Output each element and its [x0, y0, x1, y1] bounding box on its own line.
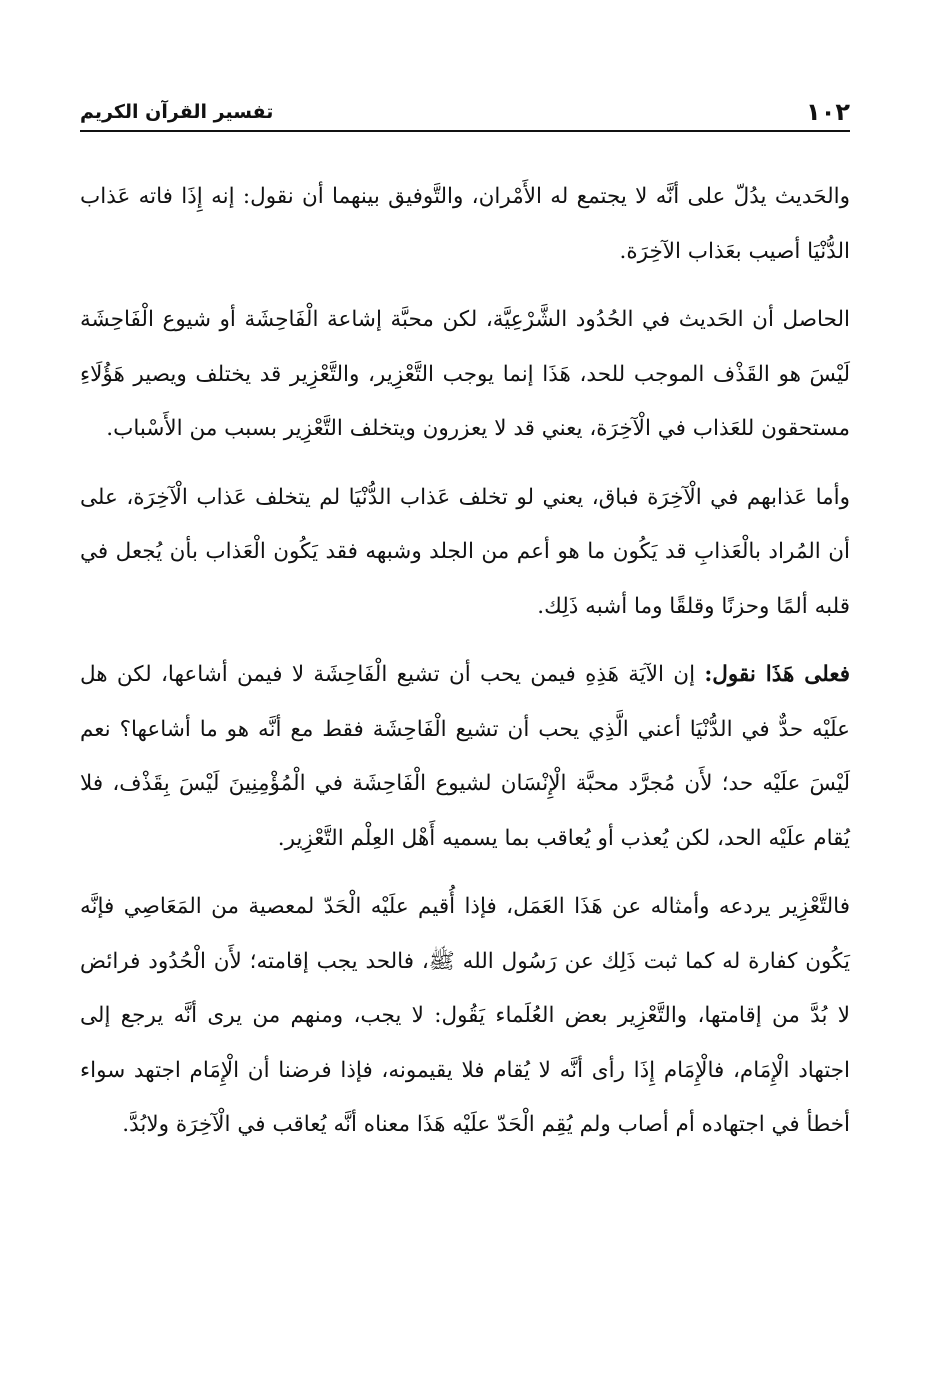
paragraph [80, 170, 850, 279]
paragraph-text: فالتَّعْزِير يردعه وأمثاله عن هَذَا العَمَل، فإذا أُقيم علَيْه الْحَدّ لمعصية من المَعَاصِي فإنَّه يَكُون كفارة له كما ثبت ذَلِك عن رَسُول الله ﷺ، فالحد يجب إقامته؛ لأَن الْحُدُود فرائض لا بُدَّ من إقامتها، والتَّعْزِير بعض العُلَماء يَقُول: لا يجب، ومنهم من يرى أنَّه يرجع إلى اجتهاد الْإِمَام، فالْإِمَام إِذَا رأى أنَّه لا يُقام فلا يقيمونه، فإذا فرضنا أن الْإِمَام اجتهد سواء أخطأ في اجتهاده أم أصاب ولم يُقِم الْحَدّ علَيْه هَذَا معناه أنَّه يُعاقب في الْآخِرَة ولابُدَّ. [80, 894, 850, 1137]
page-number: ١٠٢ [806, 98, 850, 126]
paragraph-lead: فعلى هَذَا نقول: [704, 662, 850, 687]
paragraph-text: والحَديث يدُلّ على أنَّه لا يجتمع له الأَمْران، والتَّوفيق بينهما أن نقول: إنه إِذَا فاته عَذاب الدُّنْيَا أصيب بعَذاب الآخِرَة. [80, 184, 850, 264]
paragraph [80, 880, 850, 1153]
page-body [80, 170, 850, 1167]
paragraph-text: إن الآيَة هَذِهِ فيمن يحب أن تشيع الْفَاحِشَة لا فيمن أشاعها، لكن هل علَيْه حدٌّ في الدُّنْيَا أعني الَّذِي يحب أن تشيع الْفَاحِشَة فقط مع أنَّه هو ما أشاعها؟ نعم لَيْسَ علَيْه حد؛ لأَن مُجرَّد محبَّة الْإِنْسَان لشيوع الْفَاحِشَة في الْمُؤْمِنِينَ لَيْسَ بِقَذْف، فلا يُقام علَيْه الحد، لكن يُعذب أو يُعاقب بما يسميه أَهْل العِلْم التَّعْزِير. [80, 662, 850, 851]
header-divider [80, 130, 850, 132]
paragraph-text: الحاصل أن الحَديث في الحُدُود الشَّرْعِيَّة، لكن محبَّة إشاعة الْفَاحِشَة أو شيوع الْفَاحِشَة لَيْسَ هو القَذْف الموجب للحد، هَذَا إنما يوجب التَّعْزِير، والتَّعْزِير قد يختلف ويصير هَؤُلَاءِ مستحقون للعَذاب في الْآخِرَة، يعني قد لا يعزرون ويتخلف التَّعْزِير بسبب من الأَسْباب. [80, 307, 850, 441]
paragraph [80, 471, 850, 635]
paragraph [80, 293, 850, 457]
running-title: تفسير القرآن الكريم [80, 101, 274, 123]
paragraph-text: وأما عَذابهم في الْآخِرَة فباق، يعني لو تخلف عَذاب الدُّنْيَا لم يتخلف عَذاب الْآخِرَة، على أن المُراد بالْعَذابِ قد يَكُون ما هو أعم من الجلد وشبهه فقد يَكُون الْعَذاب بأن يُجعل في قلبه ألمًا وحزنًا وقلقًا وما أشبه ذَلِك. [80, 484, 850, 619]
paragraph [80, 648, 850, 866]
page-header [80, 92, 850, 126]
